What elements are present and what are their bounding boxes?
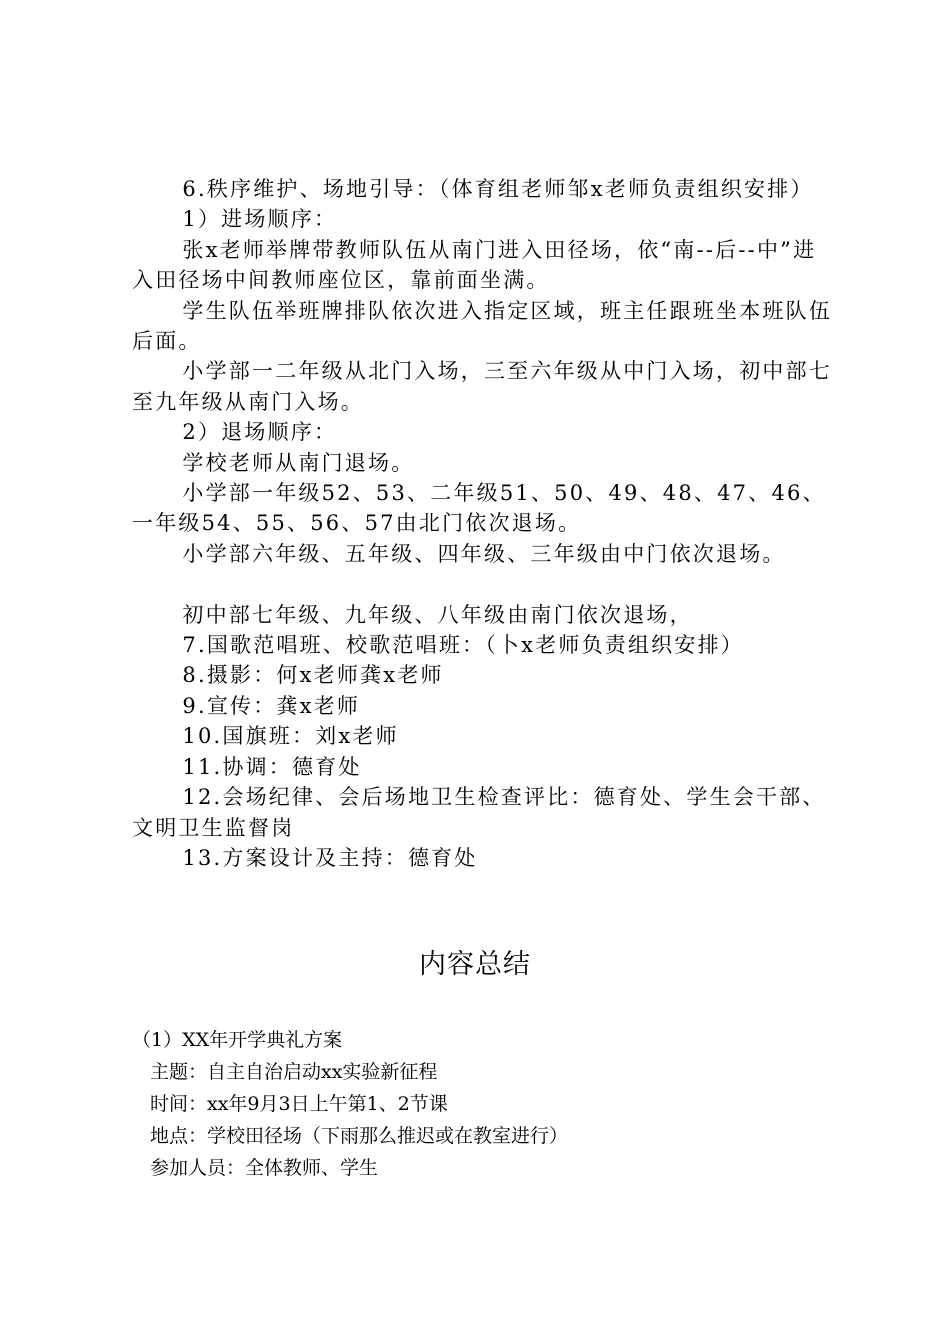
paragraph-order-maintenance: 6.秩序维护、场地引导：（体育组老师邹x老师负责组织安排） <box>182 177 814 201</box>
blank-line <box>132 569 832 599</box>
paragraph-teacher-exit: 学校老师从南门退场。 <box>182 450 415 475</box>
summary-title: 内容总结 <box>419 949 531 980</box>
summary-line-plan-title: （1）XX年开学典礼方案 <box>132 1029 343 1051</box>
paragraph-junior-south-exit: 初中部七年级、九年级、八年级由南门依次退场， <box>182 602 693 627</box>
paragraph-teacher-entry: 张x老师举牌带教师队伍从南门进入田径场，依“南--后--中”进入田径场中间教师座位区，靠前面坐满。 <box>132 237 817 293</box>
paragraph-primary-middle-exit: 小学部六年级、五年级、四年级、三年级由中门依次退场。 <box>182 541 786 566</box>
paragraph-grade-entry-gates: 小学部一二年级从北门入场，三至六年级从中门入场，初中部七至九年级从南门入场。 <box>132 359 832 414</box>
summary-line-time: 时间：xx年9月3日上午第1、2节课 <box>150 1093 448 1115</box>
summary-section <box>132 1024 832 1184</box>
paragraph-student-entry: 学生队伍举班牌排队依次进入指定区域，班主任跟班坐本班队伍后面。 <box>132 298 832 354</box>
summary-line-participants: 参加人员：全体教师、学生 <box>150 1157 379 1179</box>
summary-line-theme: 主题：自主自治启动xx实验新征程 <box>150 1061 438 1083</box>
paragraph-publicity: 9.宣传：龚x老师 <box>182 693 361 718</box>
paragraph-entry-order-heading: 1）进场顺序： <box>182 207 338 232</box>
paragraph-exit-order-heading: 2）退场顺序： <box>182 420 338 445</box>
summary-line-location: 地点：学校田径场（下雨那么推迟或在教室进行） <box>150 1125 569 1147</box>
paragraph-flag-team: 10.国旗班：刘x老师 <box>182 724 399 749</box>
paragraph-primary-north-exit: 小学部一年级52、53、二年级51、50、49、48、47、46、一年级54、55、56、57由北门依次退场。 <box>132 481 826 536</box>
paragraph-photography: 8.摄影：何x老师龚x老师 <box>182 663 444 688</box>
document-body <box>132 174 832 873</box>
paragraph-coordination: 11.协调：德育处 <box>182 754 362 779</box>
paragraph-discipline-hygiene: 12.会场纪律、会后场地卫生检查评比：德育处、学生会干部、文明卫生监督岗 <box>132 785 826 840</box>
paragraph-anthem-choir: 7.国歌范唱班、校歌范唱班：（卜x老师负责组织安排） <box>182 633 744 658</box>
paragraph-design-host: 13.方案设计及主持：德育处 <box>182 845 478 870</box>
